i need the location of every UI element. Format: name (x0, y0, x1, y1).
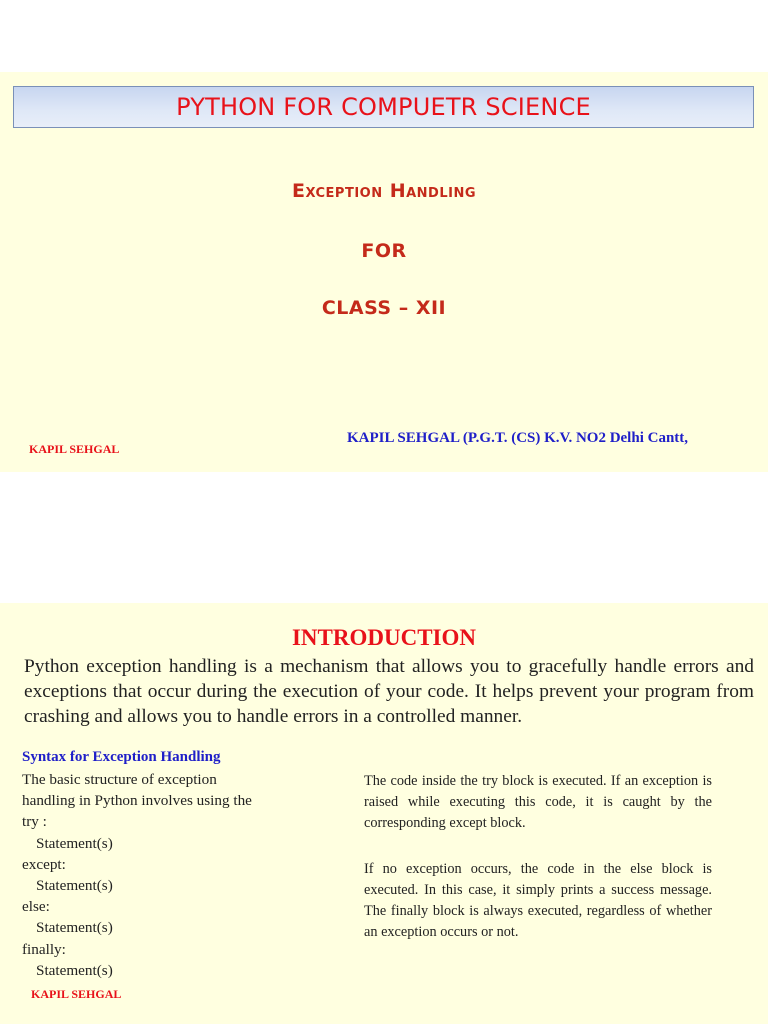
syntax-statement: Statement(s) (36, 877, 113, 895)
try-block-explanation: The code inside the try block is executed. If an exception is raised while executing this code, it is caught by the corresponding except block. (364, 773, 712, 831)
syntax-keyword-except: except: (22, 855, 66, 873)
introduction-slide (0, 603, 768, 1024)
syntax-statement: Statement(s) (36, 961, 113, 979)
syntax-structure (22, 769, 302, 981)
footer-author-credit: KAPIL SEHGAL (P.G.T. (CS) K.V. NO2 Delhi Cantt, (347, 430, 689, 446)
syntax-keyword-finally: finally: (22, 940, 66, 958)
syntax-statement: Statement(s) (36, 919, 113, 937)
syntax-keyword-try: try : (22, 813, 47, 831)
footer-left-name: KAPIL SEHGAL (31, 987, 122, 1001)
syntax-heading: Syntax for Exception Handling (22, 749, 221, 765)
syntax-line: The basic structure of exception (22, 771, 217, 788)
topic-heading: Exception Handling (291, 180, 477, 202)
else-finally-explanation: If no exception occurs, the code in the else block is executed. In this case, it simply prints a success message. The finally block is always executed, regardless of whether an exception occurs or not. (364, 861, 712, 940)
title-slide (0, 72, 768, 472)
class-label: CLASS – XII (321, 297, 447, 319)
syntax-keyword-else: else: (22, 898, 50, 916)
for-label: FOR (361, 240, 407, 262)
footer-left-name: KAPIL SEHGAL (29, 442, 120, 456)
slide-title: PYTHON FOR COMPUETR SCIENCE (13, 86, 754, 128)
introduction-paragraph: Python exception handling is a mechanism that allows you to gracefully handle errors and exceptions that occur during the execution of your code. It helps prevent your program from crashing and allows you to handle errors in a controlled manner. (24, 656, 754, 727)
syntax-line: handling in Python involves using the (22, 792, 252, 810)
syntax-statement: Statement(s) (36, 834, 113, 852)
introduction-heading: INTRODUCTION (291, 625, 477, 650)
